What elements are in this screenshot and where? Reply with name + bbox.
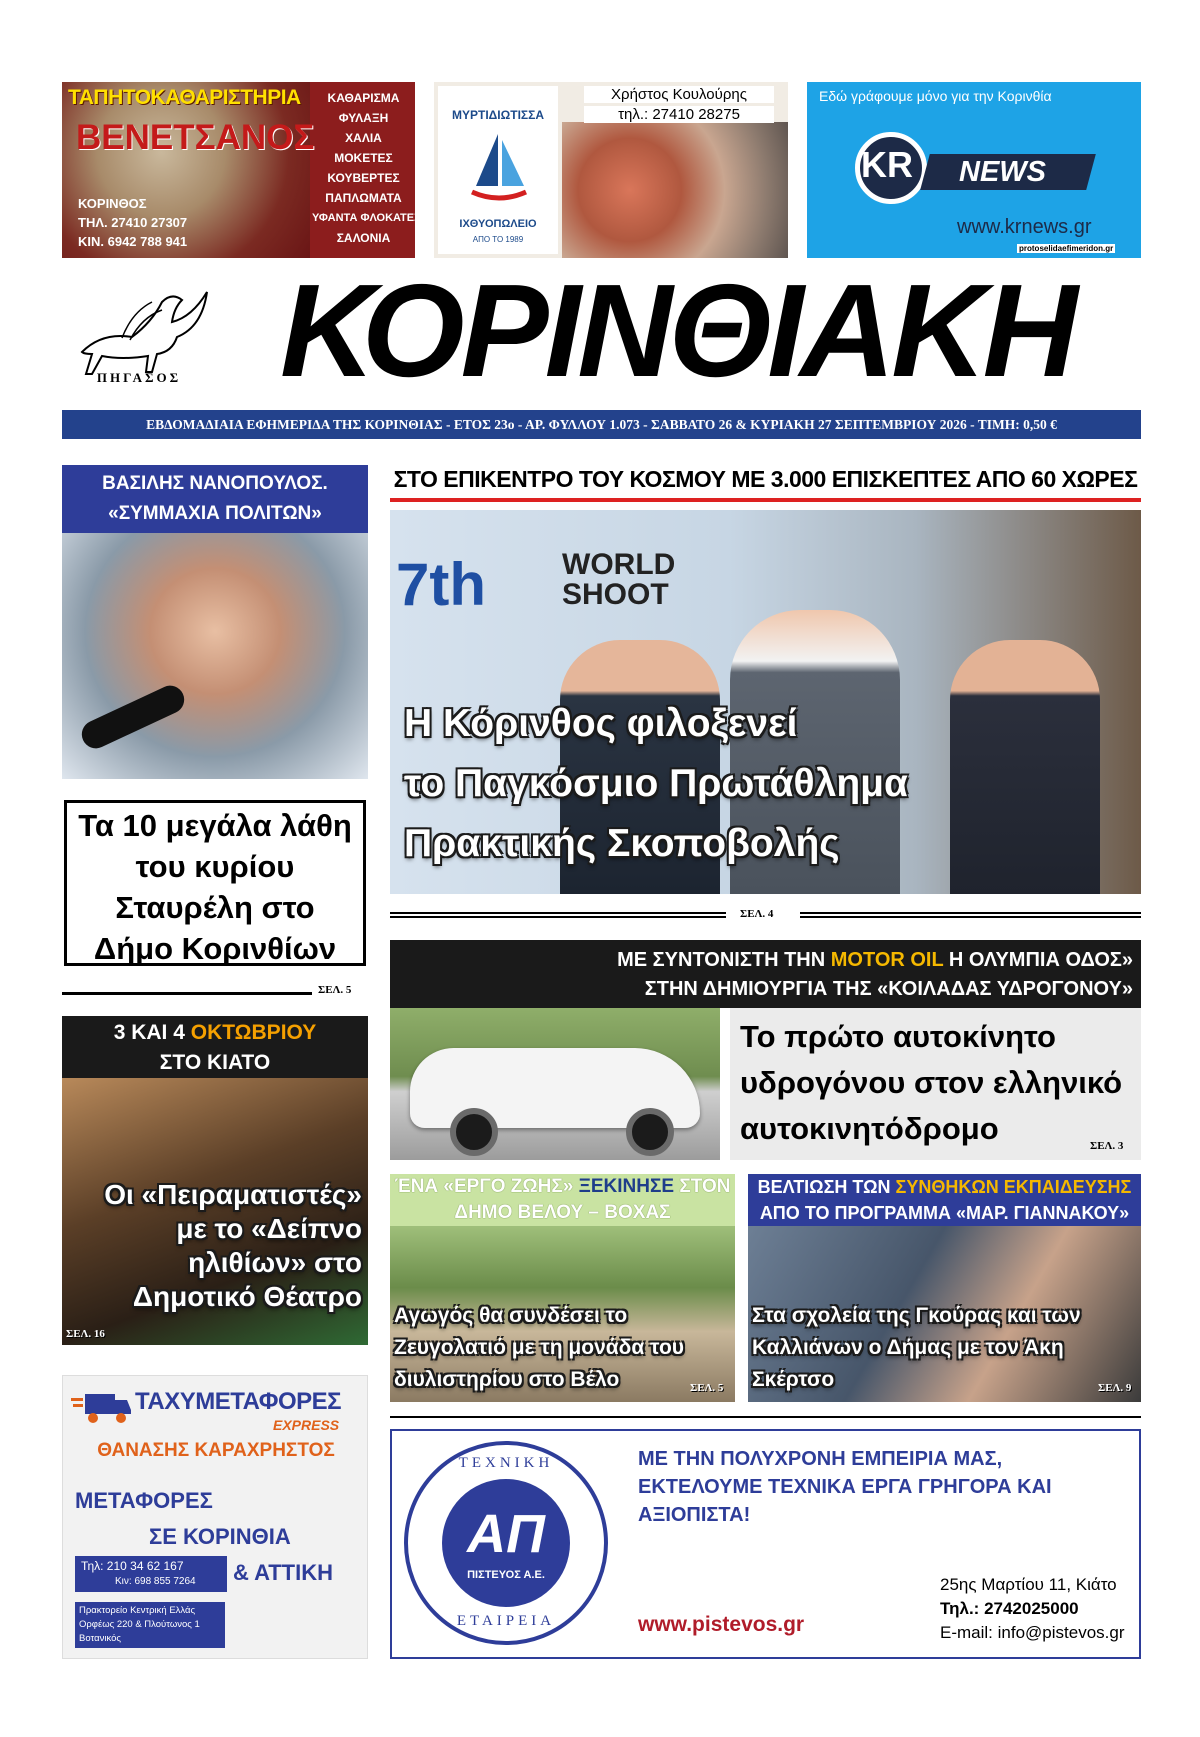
carpet-brand-top: ΤΑΠΗΤΟΚΑΘΑΡΙΣΤΗΡΙΑ xyxy=(68,86,301,109)
fish-photo xyxy=(562,122,788,258)
fish-logo xyxy=(438,86,558,254)
carpet-brand-name: ΒΕΝΕΤΣΑΝΟΣ xyxy=(76,118,315,157)
school-story xyxy=(748,1174,1141,1402)
fish-phone: τηλ.: 27410 28275 xyxy=(584,106,774,123)
carpet-service: ΧΑΛΙΑ xyxy=(345,131,382,145)
carpet-services xyxy=(312,88,421,248)
carpet-service: ΠΑΠΛΩΜΑΤΑ xyxy=(325,191,402,205)
school-kicker-line1 xyxy=(748,1174,1141,1200)
transport-line2: ΣΕ ΚΟΡΙΝΘΙΑ xyxy=(149,1524,291,1549)
main-headline-line2: το Παγκόσμιο Πρωτάθλημα xyxy=(404,762,908,805)
bottom-section-rule xyxy=(390,1416,1141,1418)
velo-kicker-post: ΣΤΟΝ xyxy=(674,1176,731,1197)
microphone-icon xyxy=(77,681,189,753)
theatre-story xyxy=(62,1016,368,1345)
school-kicker xyxy=(748,1174,1141,1226)
theatre-kicker-line1 xyxy=(62,1018,368,1048)
krnews-logo xyxy=(855,132,1105,204)
ad-pistevos xyxy=(390,1429,1141,1659)
theatre-kicker-pre: 3 ΚΑΙ 4 xyxy=(113,1021,191,1044)
sailboat-icon xyxy=(468,130,530,210)
velo-story xyxy=(390,1174,735,1402)
theatre-photo xyxy=(62,1078,368,1345)
carpet-service: ΜΟΚΕΤΕΣ xyxy=(334,151,393,165)
pistevos-email: E-mail: info@pistevos.gr xyxy=(940,1623,1125,1642)
left-photo xyxy=(62,533,368,779)
fish-logo-name: ΜΥΡΤΙΔΙΩΤΙΣΣΑ xyxy=(452,108,544,122)
pegasus-label: ΠΗΓΑΣΟΣ xyxy=(96,370,182,385)
hydrogen-headline: Το πρώτο αυτοκίνητο υδρογόνου στον ελληνικό αυτοκινητόδρομο xyxy=(730,1008,1141,1160)
hydrogen-kicker-post: Η ΟΛΥΜΠΙΑ ΟΔΟΣ» xyxy=(943,949,1133,971)
left-rule xyxy=(62,992,312,995)
school-kicker-pre: ΒΕΛΤΙΩΣΗ ΤΩΝ xyxy=(757,1177,896,1197)
left-kicker-line2: «ΣΥΜΜΑΧΙΑ ΠΟΛΙΤΩΝ» xyxy=(108,503,322,524)
school-headline: Στα σχολεία της Γκούρας και των Καλλιάνων ο Δήμας με τον Άκη Σκέρτσο xyxy=(752,1304,1081,1391)
transport-office: Πρακτορείο Κεντρική Ελλάς Ορφέως 220 & Πλούτωνος 1 Βοτανικός xyxy=(75,1602,225,1648)
person-right xyxy=(950,640,1100,894)
main-rule-left xyxy=(390,912,726,918)
transport-phone: Τηλ: 210 34 62 167 xyxy=(81,1559,184,1573)
hydrogen-kicker-line1 xyxy=(390,946,1133,975)
pistevos-ring-top: ΤΕΧΝΙΚΗ xyxy=(458,1455,554,1471)
velo-kicker-pre: ΈΝΑ «ΕΡΓΟ ΖΩΗΣ» xyxy=(394,1176,579,1197)
car-wheel-front xyxy=(450,1108,498,1156)
masthead xyxy=(62,257,1141,442)
pistevos-company: ΠΙΣΤΕΥΟΣ Α.Ε. xyxy=(467,1569,545,1581)
ad-fish-shop xyxy=(434,82,788,258)
school-page-ref: ΣΕΛ. 9 xyxy=(1098,1382,1132,1394)
masthead-title: ΚΟΡΙΝΘΙΑΚΗ xyxy=(280,257,1074,404)
transport-owner: ΘΑΝΑΣΗΣ ΚΑΡΑΧΡΗΣΤΟΣ xyxy=(97,1440,335,1461)
ad-krnews xyxy=(807,82,1141,258)
theatre-kicker xyxy=(62,1016,368,1078)
left-page-ref: ΣΕΛ. 5 xyxy=(318,984,352,996)
theatre-headline: Οι «Πειραματιστές» με το «Δείπνο ηλιθίων» στο Δημοτικό Θέατρο xyxy=(104,1179,362,1312)
fish-logo-since: ΑΠΟ ΤΟ 1989 xyxy=(472,235,524,244)
transport-mobile: Κιν: 698 855 7264 xyxy=(115,1576,196,1587)
ad-transport xyxy=(62,1375,368,1659)
hydrogen-kicker-highlight: MOTOR OIL xyxy=(830,949,944,971)
pistevos-logo xyxy=(404,1441,608,1645)
main-page-ref: ΣΕΛ. 4 xyxy=(740,908,774,920)
school-kicker-line2: ΑΠΟ ΤΟ ΠΡΟΓΡΑΜΜΑ «ΜΑΡ. ΓΙΑΝΝΑΚΟΥ» xyxy=(759,1203,1130,1223)
truck-icon xyxy=(71,1390,131,1426)
velo-photo xyxy=(390,1226,735,1402)
velo-kicker xyxy=(390,1174,735,1226)
car-wheel-rear xyxy=(626,1108,674,1156)
left-kicker xyxy=(62,465,368,533)
carpet-service: ΚΑΘΑΡΙΣΜΑ xyxy=(327,91,400,105)
velo-kicker-highlight: ΞΕΚΙΝΗΣΕ xyxy=(578,1176,675,1197)
transport-line1: ΜΕΤΑΦΟΡΕΣ xyxy=(75,1488,213,1513)
carpet-service: ΦΥΛΑΞΗ xyxy=(338,111,389,125)
hydrogen-kicker-line2: ΣΤΗΝ ΔΗΜΙΟΥΡΓΙΑ ΤΗΣ «ΚΟΙΛΑΔΑΣ ΥΔΡΟΓΟΝΟΥ» xyxy=(644,978,1133,1000)
krnews-credit: protoselidaefimeridon.gr xyxy=(1019,244,1114,253)
carpet-mobile: ΚΙΝ. 6942 788 941 xyxy=(78,234,188,249)
transport-line3: & ΑΤΤΙΚΗ xyxy=(233,1560,334,1585)
hydrogen-page-ref: ΣΕΛ. 3 xyxy=(1090,1140,1124,1152)
pistevos-slogan: ΜΕ ΤΗΝ ΠΟΛΥΧΡΟΝΗ ΕΜΠΕΙΡΙΑ ΜΑΣ, ΕΚΤΕΛΟΥΜΕ ΤΕΧΝΙΚΑ ΕΡΓΑ ΓΡΗΓΟΡΑ ΚΑΙ ΑΞΙΟΠΙΣΤΑ! xyxy=(638,1448,1052,1526)
pistevos-address: 25ης Μαρτίου 11, Κιάτο xyxy=(940,1575,1117,1594)
krnews-tagline: Εδώ γράφουμε μόνο για την Κορινθία xyxy=(819,88,1052,104)
velo-page-ref: ΣΕΛ. 5 xyxy=(690,1382,724,1394)
krnews-logo-kr: KR xyxy=(861,144,913,185)
velo-headline: Αγωγός θα συνδέσει το Ζευγολατιό με τη μονάδα του διυλιστηρίου στο Βέλο xyxy=(394,1304,684,1391)
hydrogen-kicker xyxy=(390,940,1141,1008)
ad-carpet-cleaning xyxy=(62,82,421,258)
main-kicker: ΣΤΟ ΕΠΙΚΕΝΤΡΟ ΤΟΥ ΚΟΣΜΟΥ ΜΕ 3.000 ΕΠΙΣΚΕΠΤΕΣ ΑΠΟ 60 ΧΩΡΕΣ xyxy=(393,466,1138,492)
main-photo-logo: WORLD SHOOT xyxy=(562,548,676,611)
school-kicker-highlight: ΣΥΝΘΗΚΩΝ ΕΚΠΑΙΔΕΥΣΗΣ xyxy=(895,1177,1132,1197)
pegasus-icon xyxy=(62,282,212,382)
transport-express: EXPRESS xyxy=(273,1417,340,1433)
theatre-kicker-highlight: ΟΚΤΩΒΡΙΟΥ xyxy=(190,1021,317,1044)
pistevos-url: www.pistevos.gr xyxy=(638,1613,805,1636)
hydrogen-kicker-pre: ΜΕ ΣΥΝΤΟΝΙΣΤΗ ΤΗΝ xyxy=(617,949,831,971)
main-photo xyxy=(390,510,1141,894)
fish-logo-sub: ΙΧΘΥΟΠΩΛΕΙΟ xyxy=(459,218,537,230)
krnews-logo-news: NEWS xyxy=(959,156,1046,188)
masthead-info-line: ΕΒΔΟΜΑΔΙΑΙΑ ΕΦΗΜΕΡΙΔΑ ΤΗΣ ΚΟΡΙΝΘΙΑΣ - ΕΤΟΣ 23ο - ΑΡ. ΦΥΛΛΟΥ 1.073 - ΣΑΒΒΑΤΟ 26 & ΚΥΡΙΑΚΗ 27 ΣΕΠΤΕΜΒΡΙΟΥ 2026 - ΤΙΜΗ: 0,50 € xyxy=(62,410,1141,439)
main-headline-line1: Η Κόρινθος φιλοξενεί xyxy=(404,702,798,745)
left-story xyxy=(62,465,368,995)
theatre-kicker-line2: ΣΤΟ ΚΙΑΤΟ xyxy=(159,1051,271,1074)
fish-owner: Χρήστος Κουλούρης xyxy=(584,86,774,103)
theatre-page-ref: ΣΕΛ. 16 xyxy=(66,1328,105,1340)
pistevos-phone: Τηλ.: 2742025000 xyxy=(940,1599,1079,1618)
hydrogen-photo xyxy=(390,1008,720,1160)
left-kicker-line1: ΒΑΣΙΛΗΣ ΝΑΝΟΠΟΥΛΟΣ. xyxy=(102,473,328,494)
pistevos-letters: ΑΠ xyxy=(467,1504,545,1564)
velo-kicker-line1 xyxy=(390,1174,735,1200)
carpet-phone: ΤΗΛ. 27410 27307 xyxy=(78,215,188,230)
main-kicker-rule xyxy=(390,498,1141,502)
main-headline-line3: Πρακτικής Σκοποβολής xyxy=(404,822,840,865)
main-rule-right xyxy=(800,912,1141,918)
velo-kicker-line2: ΔΗΜΟ ΒΕΛΟΥ – ΒΟΧΑΣ xyxy=(454,1202,671,1223)
school-photo xyxy=(748,1226,1141,1402)
krnews-url: www.krnews.gr xyxy=(957,216,1092,238)
left-headline: Τα 10 μεγάλα λάθη του κυρίου Σταυρέλη στο Δήμο Κορινθίων xyxy=(64,800,366,966)
carpet-service: ΚΟΥΒΕΡΤΕΣ xyxy=(327,171,400,185)
pistevos-ring-bottom: ΕΤΑΙΡΕΙΑ xyxy=(456,1613,556,1629)
carpet-city: ΚΟΡΙΝΘΟΣ xyxy=(78,196,147,211)
carpet-service: ΥΦΑΝΤΑ ΦΛΟΚΑΤΕΣ xyxy=(312,212,421,224)
transport-phone-box xyxy=(75,1556,227,1592)
carpet-service: ΣΑΛΟΝΙΑ xyxy=(336,231,391,245)
transport-brand: ΤΑΧΥΜΕΤΑΦΟΡΕΣ xyxy=(135,1388,342,1415)
main-photo-banner: 7th xyxy=(396,551,486,618)
